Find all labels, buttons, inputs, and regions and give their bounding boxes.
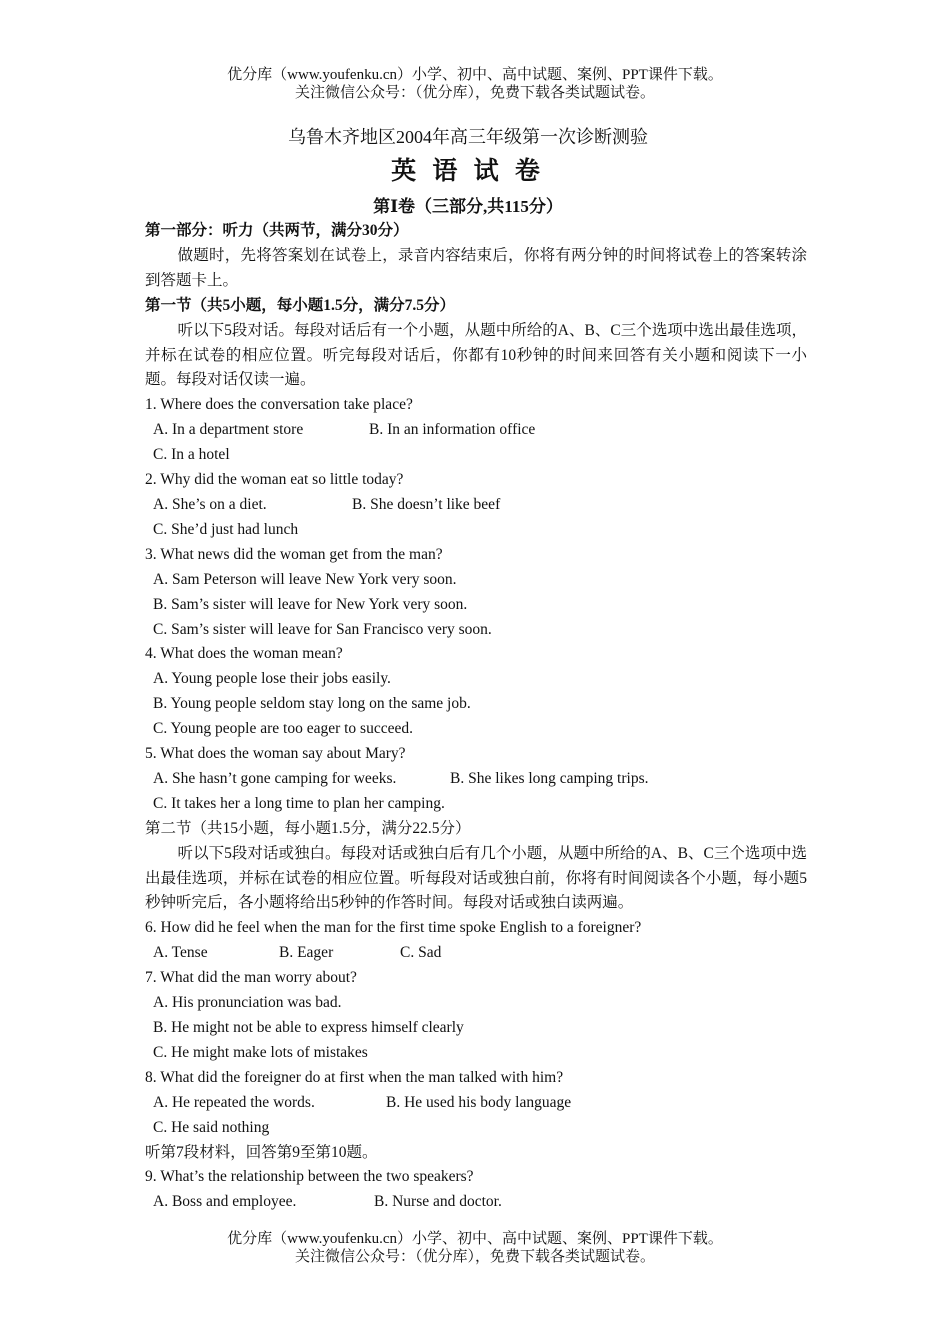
header-line-1: 优分库（www.youfenku.cn）小学、初中、高中试题、案例、PPT课件下载。 bbox=[227, 67, 723, 83]
section2-instructions: 听以下5段对话或独白。每段对话或独白后有几个小题，从题中所给的A、B、C三个选项中选出最佳选项，并标在试卷的相应位置。听每段对话或独白前，你将有时间阅读各个小题，每小题5秒钟听完后，各小题将给出5秒钟的作答时间。每段对话或独白读两遍。 bbox=[145, 844, 807, 912]
footer-line-1: 优分库（www.youfenku.cn）小学、初中、高中试题、案例、PPT课件下载。 bbox=[227, 1231, 723, 1247]
question-2-option-c: C. She’d just had lunch bbox=[153, 520, 299, 538]
page-header bbox=[0, 66, 950, 102]
page-footer bbox=[0, 1230, 950, 1266]
question-9-options-row bbox=[145, 1190, 807, 1215]
question-2-options-row bbox=[145, 493, 807, 518]
question-5-option-a: A. She hasn’t gone camping for weeks. bbox=[153, 769, 397, 787]
exam-content bbox=[145, 122, 807, 1215]
question-9-option-b: B. Nurse and doctor. bbox=[374, 1193, 502, 1211]
footer-line-2: 关注微信公众号：（优分库），免费下载各类试题试卷。 bbox=[294, 1249, 655, 1265]
question-1-stem: 1. Where does the conversation take place? bbox=[145, 396, 413, 414]
volume-heading: 第Ⅰ卷（三部分,共115分） bbox=[373, 197, 563, 216]
question-3-stem: 3. What news did the woman get from the man? bbox=[145, 545, 443, 563]
question-1-options-row bbox=[145, 418, 807, 443]
exam-title: 英 语 试 卷 bbox=[391, 158, 545, 185]
question-3-option-c: C. Sam’s sister will leave for San Francisco very soon. bbox=[153, 620, 492, 638]
exam-subtitle: 乌鲁木齐地区2004年高三年级第一次诊断测验 bbox=[288, 127, 648, 147]
question-4-stem: 4. What does the woman mean? bbox=[145, 645, 343, 663]
question-8-options-row bbox=[145, 1091, 807, 1116]
question-5-options-row bbox=[145, 767, 807, 792]
question-3-option-a: A. Sam Peterson will leave New York very soon. bbox=[153, 570, 457, 588]
question-8-option-c: C. He said nothing bbox=[153, 1118, 270, 1136]
question-1-option-c: C. In a hotel bbox=[153, 446, 230, 464]
part1-intro: 做题时，先将答案划在试卷上，录音内容结束后，你将有两分钟的时间将试卷上的答案转涂到答题卡上。 bbox=[145, 246, 807, 289]
part1-heading: 第一部分：听力（共两节，满分30分） bbox=[145, 222, 409, 239]
question-6-options-row bbox=[145, 941, 807, 966]
question-6-option-a: A. Tense bbox=[153, 944, 208, 962]
question-5-option-c: C. It takes her a long time to plan her camping. bbox=[153, 794, 445, 812]
question-1-option-b: B. In an information office bbox=[369, 421, 536, 439]
question-8-option-a: A. He repeated the words. bbox=[153, 1093, 315, 1111]
question-2-option-b: B. She doesn’t like beef bbox=[352, 495, 501, 513]
question-9-stem: 9. What’s the relationship between the two speakers? bbox=[145, 1168, 474, 1186]
question-2-stem: 2. Why did the woman eat so little today? bbox=[145, 471, 404, 489]
question-6-option-c: C. Sad bbox=[400, 944, 442, 962]
question-7-option-b: B. He might not be able to express himself clearly bbox=[153, 1019, 464, 1036]
question-4-option-c: C. Young people are too eager to succeed. bbox=[153, 720, 413, 738]
question-4-option-b: B. Young people seldom stay long on the same job. bbox=[153, 695, 471, 713]
question-9-option-a: A. Boss and employee. bbox=[153, 1193, 297, 1211]
question-7-option-c: C. He might make lots of mistakes bbox=[153, 1043, 368, 1061]
question-2-option-a: A. She’s on a diet. bbox=[153, 495, 267, 513]
question-6-stem: 6. How did he feel when the man for the first time spoke English to a foreigner? bbox=[145, 919, 642, 937]
question-1-option-a: A. In a department store bbox=[153, 421, 304, 439]
question-7-option-a: A. His pronunciation was bad. bbox=[153, 994, 342, 1012]
material-7-note: 听第7段材料，回答第9至第10题。 bbox=[145, 1143, 378, 1161]
section1-heading: 第一节（共5小题，每小题1.5分，满分7.5分） bbox=[145, 296, 456, 314]
question-5-option-b: B. She likes long camping trips. bbox=[450, 769, 649, 787]
question-6-option-b: B. Eager bbox=[279, 944, 334, 962]
question-4-option-a: A. Young people lose their jobs easily. bbox=[153, 670, 391, 688]
header-line-2: 关注微信公众号：（优分库），免费下载各类试题试卷。 bbox=[294, 85, 655, 101]
question-7-stem: 7. What did the man worry about? bbox=[145, 969, 357, 987]
section2-heading: 第二节（共15小题，每小题1.5分，满分22.5分） bbox=[145, 819, 471, 837]
question-5-stem: 5. What does the woman say about Mary? bbox=[145, 745, 406, 763]
question-3-option-b: B. Sam’s sister will leave for New York very soon. bbox=[153, 595, 468, 613]
section1-instructions: 听以下5段对话。每段对话后有一个小题，从题中所给的A、B、C三个选项中选出最佳选项，并标在试卷的相应位置。听完每段对话后，你都有10秒钟的时间来回答有关小题和阅读下一小题。每段对话仅读一遍。 bbox=[145, 321, 807, 389]
question-8-stem: 8. What did the foreigner do at first when the man talked with him? bbox=[145, 1068, 564, 1086]
question-8-option-b: B. He used his body language bbox=[386, 1093, 572, 1111]
